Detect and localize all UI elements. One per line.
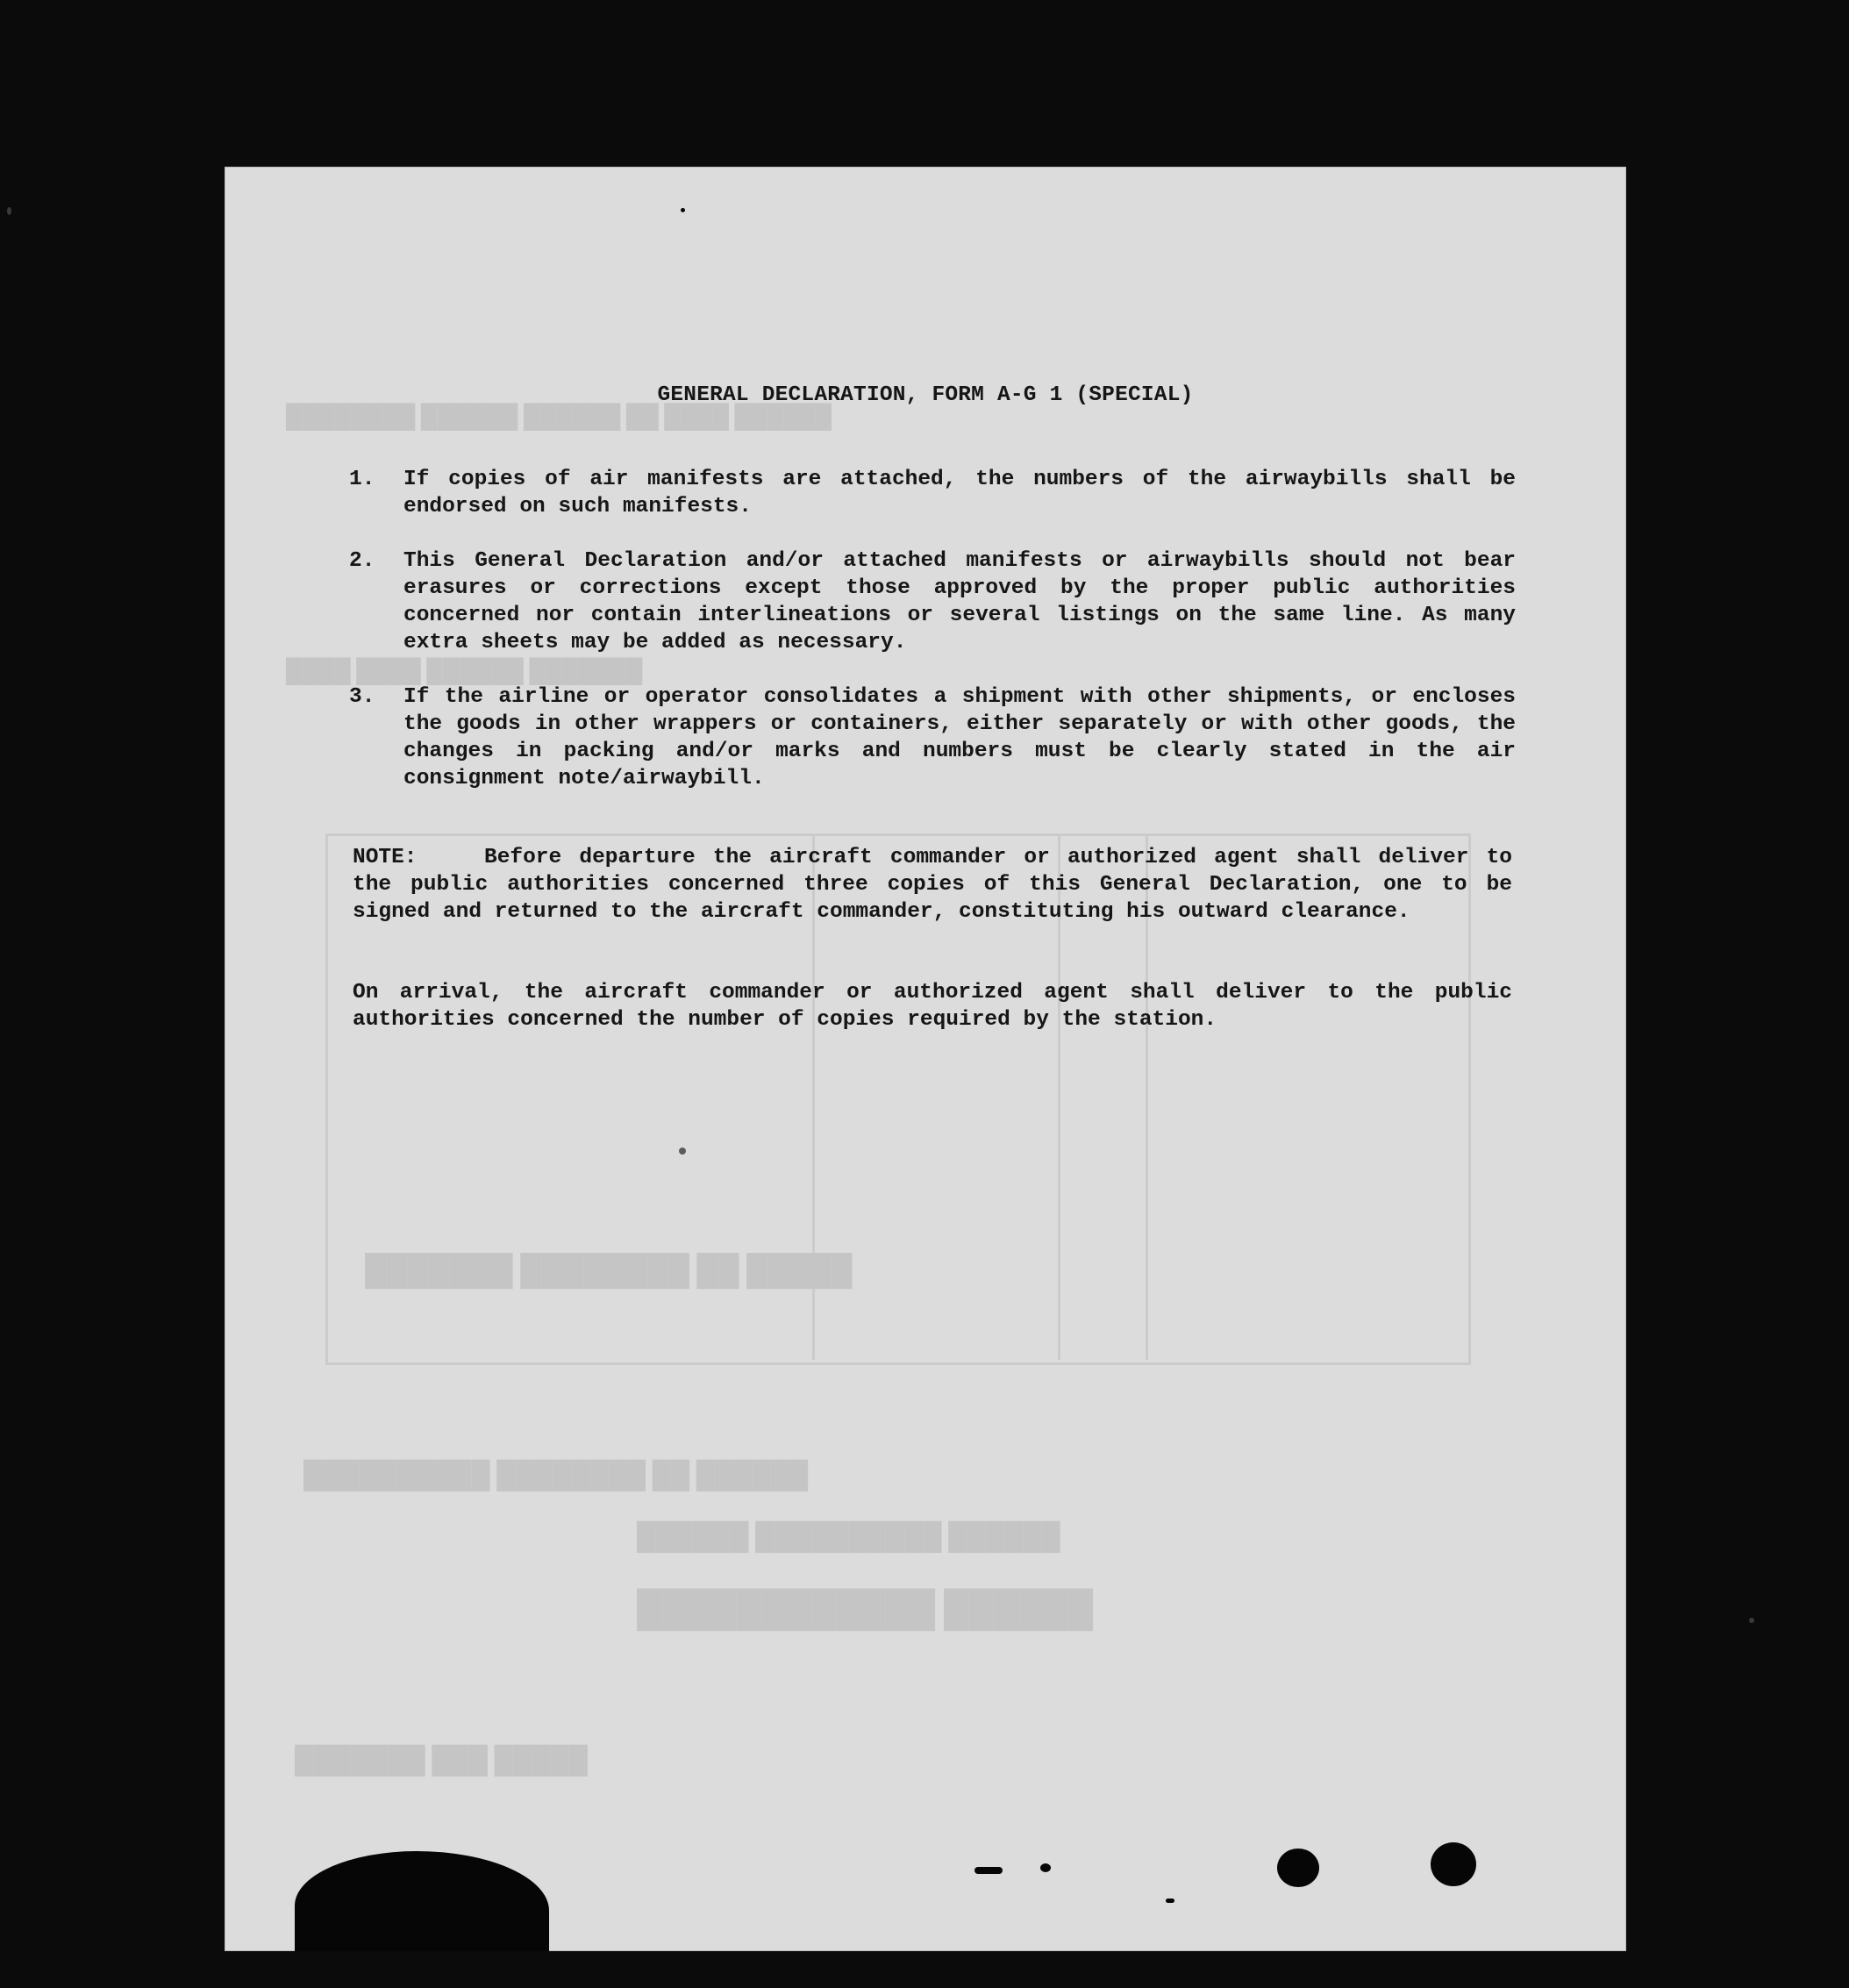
item-text: If the airline or operator consolidates a shipment with other shipments, or encloses the goods in other wrappers or containers, either separately or with other goods, the changes in packing and/or marks and numbers must be clearly stated in the air consignment note/airwaybill. (403, 685, 1516, 790)
item-number: 2. (349, 549, 375, 573)
instruction-item-3 (349, 683, 1516, 792)
document-page (225, 167, 1626, 1951)
item-number: 1. (349, 468, 375, 491)
bleed-through: ██████ ████ ██ ██████ ██████ ████████ ███████ ██████ ████ ████ █████ ██ ████████ ███████ ██████ ██ ████████ ██████████ ██████ ██████████ ██████ ██████ ████████████ █████ ███ ███████ (225, 167, 1626, 1951)
ink-blot (295, 1851, 549, 1951)
departure-note (353, 844, 1512, 926)
scan-speck (1749, 1618, 1754, 1623)
ink-speck (1166, 1899, 1174, 1903)
ink-spot (1277, 1849, 1319, 1887)
item-number: 3. (349, 685, 375, 709)
note-text: Before departure the aircraft commander or authorized agent shall deliver to the public authorities concerned three copies of this General Declaration, one to be signed and returned to the aircraft commander, constituting his outward clearance. (353, 846, 1512, 924)
ink-spot (1431, 1842, 1476, 1886)
instruction-item-2 (349, 547, 1516, 656)
item-text: If copies of air manifests are attached, the numbers of the airwaybills shall be endorsed on such manifests. (403, 468, 1516, 518)
ink-speck (681, 208, 685, 212)
arrival-note: On arrival, the aircraft commander or authorized agent shall deliver to the public authorities concerned the number of copies required by the station. (353, 981, 1512, 1032)
item-text: This General Declaration and/or attached manifests or airwaybills should not bear erasures or corrections except those approved by the proper public authorities concerned nor contain interlineations or several listings on the same line. As many extra sheets may be added as necessary. (403, 549, 1516, 654)
document-title: GENERAL DECLARATION, FORM A-G 1 (SPECIAL) (657, 383, 1194, 407)
ink-speck (974, 1867, 1003, 1874)
ink-speck (679, 1148, 686, 1155)
ink-speck (1040, 1863, 1051, 1872)
note-label: NOTE: (353, 846, 418, 869)
instruction-item-1 (349, 466, 1516, 520)
scan-speck (7, 207, 11, 215)
